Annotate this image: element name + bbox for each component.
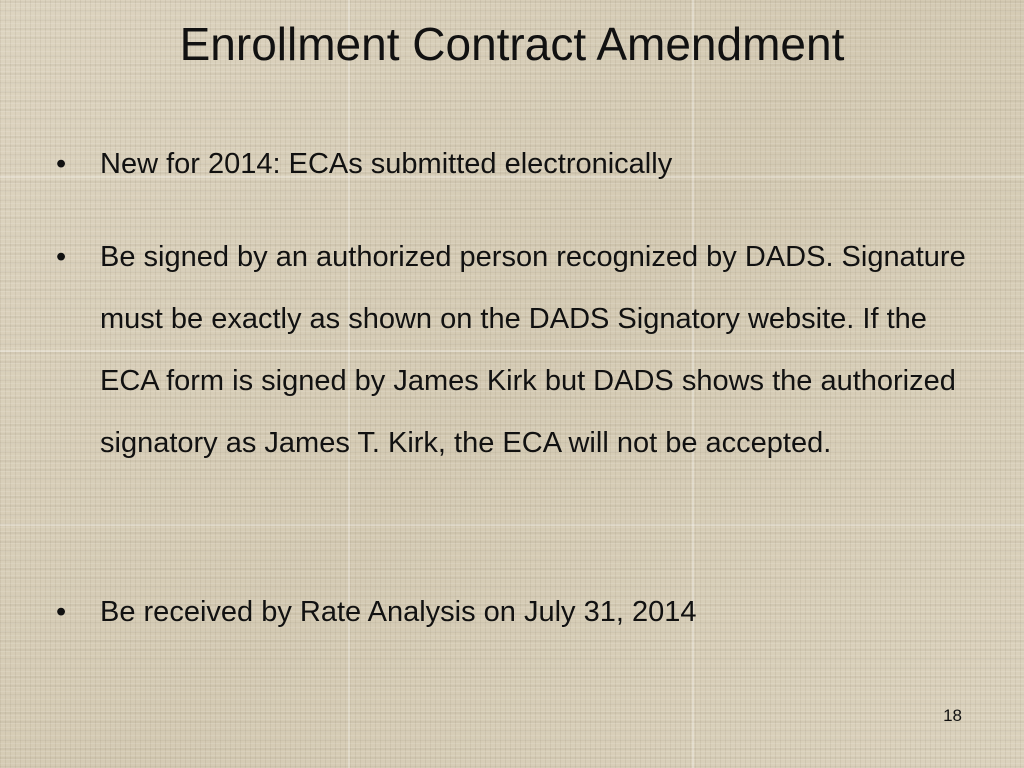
bullet-item bbox=[56, 581, 976, 643]
bullet-marker: • bbox=[56, 148, 67, 180]
fabric-seam bbox=[0, 524, 1024, 526]
bullet-marker: • bbox=[56, 596, 67, 628]
bullet-text: Be received by Rate Analysis on July 31, 2014 bbox=[100, 596, 697, 628]
slide-title: Enrollment Contract Amendment bbox=[179, 18, 845, 70]
bullet-text: Be signed by an authorized person recognized by DADS. Signature must be exactly as shown on the DADS Signatory website. If the ECA form is signed by James Kirk but DADS shows the authorized signatory as James T. Kirk, the ECA will not be accepted. bbox=[100, 241, 966, 459]
bullet-item bbox=[56, 226, 976, 474]
bullet-marker: • bbox=[56, 241, 67, 273]
bullet-item bbox=[56, 133, 976, 195]
page-number: 18 bbox=[943, 706, 962, 725]
bullet-text: New for 2014: ECAs submitted electronically bbox=[100, 148, 673, 180]
